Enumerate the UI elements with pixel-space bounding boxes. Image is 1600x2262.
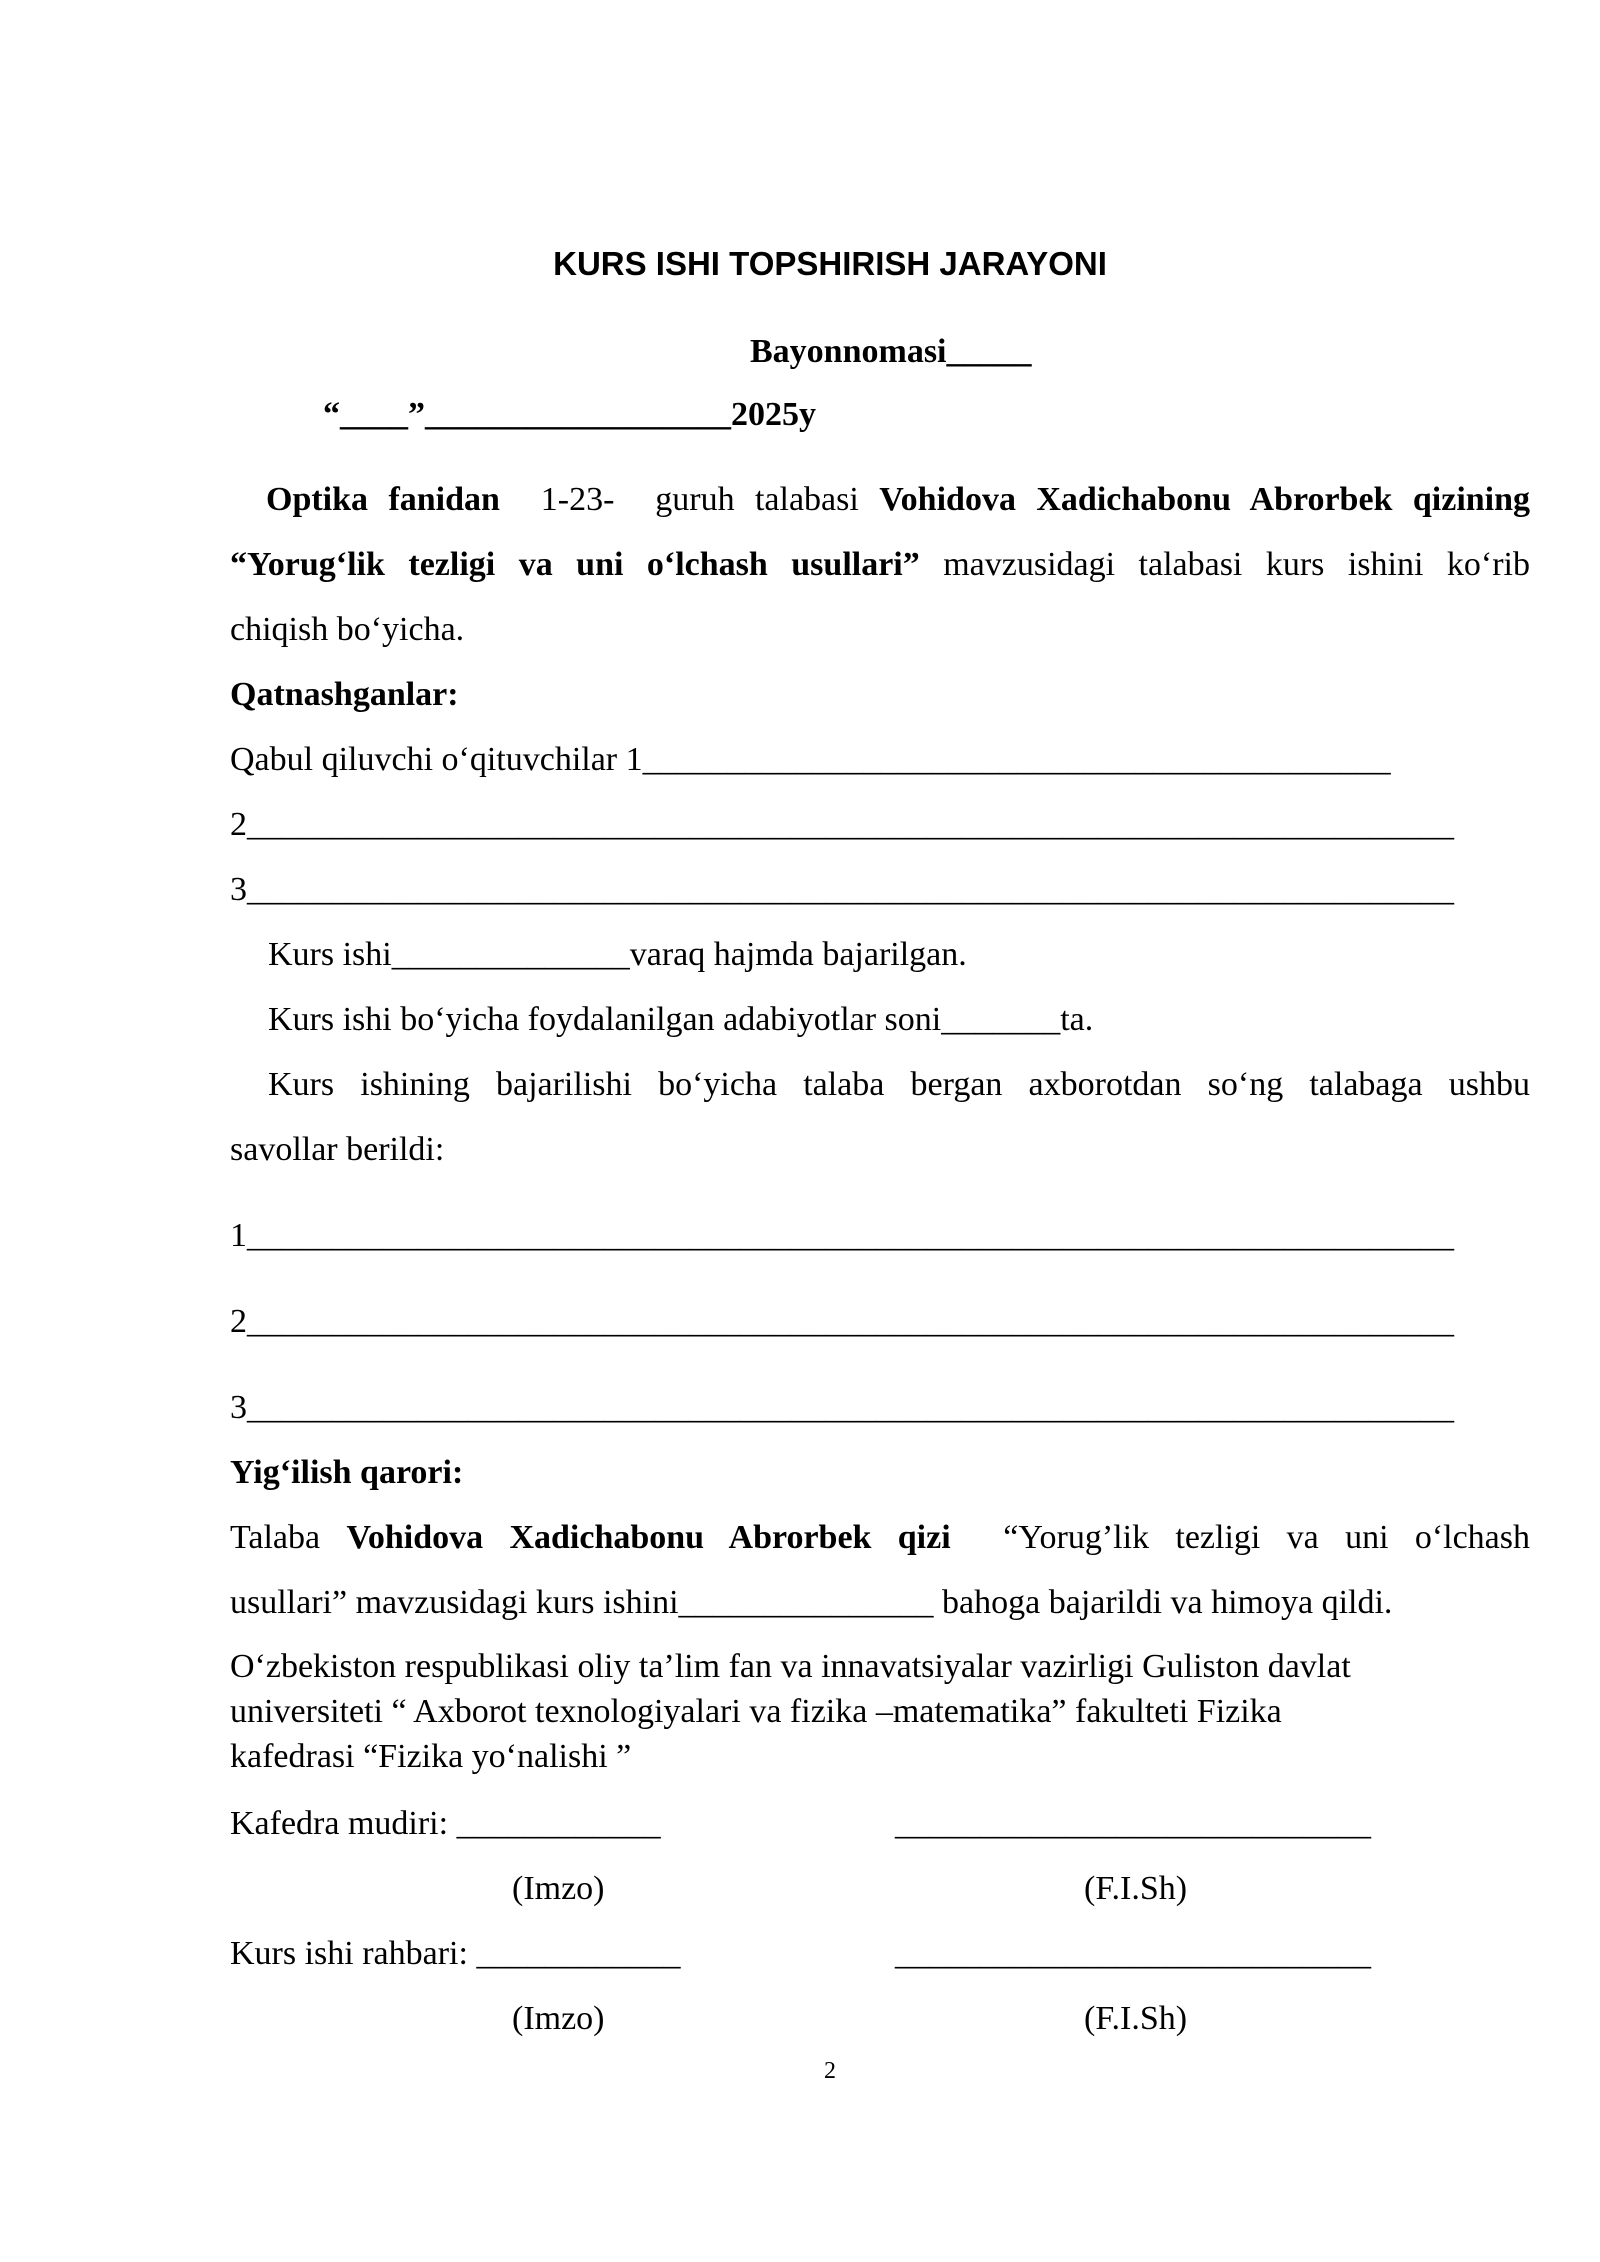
name-caption: (F.I.Sh) [1084, 1870, 1188, 1907]
volume-prefix: Kurs ishi [268, 936, 392, 973]
receivers-blank: ____________________________________________ [642, 741, 1391, 778]
page-number: 2 [824, 2058, 836, 2084]
question-blank: _______________________________________________________________________ [247, 1303, 1454, 1340]
question-number: 2 [230, 1303, 247, 1340]
head-name-blank: ____________________________ [895, 1805, 1371, 1842]
bayonnoma-blank: _____ [946, 333, 1032, 370]
questions-intro-line-1: Kurs ishining bajarilishi bo‘yicha talaba bergan axborotdan so‘ng talabaga ushbu [268, 1066, 1530, 1103]
subject-name: Optika fanidan [266, 481, 500, 518]
decision-heading: Yig‘ilish qarori: [230, 1454, 464, 1491]
bayonnoma-line [750, 330, 1350, 374]
receiver-3-blank: _______________________________________________________________________ [247, 871, 1454, 908]
volume-line [268, 933, 1568, 977]
date-day-blank: ____ [340, 396, 408, 433]
question-number: 3 [230, 1389, 247, 1426]
signature-blank: ____________ [476, 1935, 681, 1972]
topic-open-quote: “ [230, 546, 247, 583]
decision-line-1 [230, 1516, 1530, 1560]
institution-line-2: universiteti “ Axborot texnologiyalari va fizika –matematika” fakulteti Fizika [230, 1693, 1282, 1730]
decision-student-name: Vohidova Xadichabonu Abrorbek qizi [346, 1519, 951, 1556]
volume-suffix: varaq hajmda bajarilgan. [629, 936, 967, 973]
date-year: 2025y [731, 396, 816, 433]
literature-line [268, 998, 1568, 1042]
question-blank: _______________________________________________________________________ [247, 1217, 1454, 1254]
question-line-2 [230, 1300, 1530, 1344]
intro-rest: mavzusidagi talabasi kurs ishini ko‘rib [943, 546, 1530, 583]
topic-title: Yorug‘lik tezligi va uni o‘lchash usullari” [247, 546, 920, 583]
literature-blank: _______ [941, 1001, 1061, 1038]
institution-line-3: kafedrasi “Fizika yo‘nalishi ” [230, 1738, 632, 1775]
date-open-quote: “ [323, 396, 340, 433]
head-of-department-line [230, 1802, 930, 1846]
signature-caption: (Imzo) [512, 2000, 605, 2037]
question-line-1 [230, 1214, 1530, 1258]
name-caption: (F.I.Sh) [1084, 2000, 1188, 2037]
intro-line-2 [230, 543, 1530, 587]
signature-caption: (Imzo) [512, 1870, 605, 1907]
literature-suffix: ta. [1060, 1001, 1094, 1038]
date-month-blank: __________________ [425, 396, 731, 433]
bayonnoma-label: Bayonnomasi [750, 333, 947, 370]
questions-intro-line-2: savollar berildi: [230, 1131, 445, 1168]
intro-line-3: chiqish bo‘yicha. [230, 611, 465, 648]
decision-suffix: bahoga bajarildi va himoya qildi. [942, 1584, 1393, 1621]
group-text: guruh talabasi [655, 481, 859, 518]
document-title: KURS ISHI TOPSHIRISH JARAYONI [553, 245, 1107, 282]
signature-role: Kurs ishi rahbari: [230, 1935, 468, 1972]
supervisor-name-blank: ____________________________ [895, 1935, 1371, 1972]
receivers-label: Qabul qiluvchi o‘qituvchilar 1 [230, 741, 643, 778]
question-line-3 [230, 1386, 1530, 1430]
receiver-3-number: 3 [230, 871, 247, 908]
signature-blank: ____________ [456, 1805, 661, 1842]
signature-role: Kafedra mudiri: [230, 1805, 449, 1842]
question-number: 1 [230, 1217, 247, 1254]
institution-line-1: O‘zbekiston respublikasi oliy ta’lim fan va innavatsiyalar vazirligi Guliston davlat [230, 1648, 1351, 1685]
decision-topic: “Yorug’lik tezligi va uni o‘lchash [1003, 1519, 1531, 1556]
student-name: Vohidova Xadichabonu Abrorbek qizining [879, 481, 1531, 518]
grade-blank: _______________ [678, 1584, 934, 1621]
group-number: 1-23- [540, 481, 615, 518]
date-line [323, 393, 1023, 437]
receiver-3-line [230, 868, 1530, 912]
date-close-quote: ” [408, 396, 425, 433]
receiver-2-number: 2 [230, 806, 247, 843]
receiver-2-blank: _______________________________________________________________________ [247, 806, 1454, 843]
decision-line-2 [230, 1581, 1530, 1625]
receivers-line [230, 738, 1530, 782]
question-blank: _______________________________________________________________________ [247, 1389, 1454, 1426]
decision-prefix: usullari” mavzusidagi kurs ishini [230, 1584, 679, 1621]
participants-heading: Qatnashganlar: [230, 676, 459, 713]
receiver-2-line [230, 803, 1530, 847]
volume-blank: ______________ [391, 936, 630, 973]
decision-talaba: Talaba [230, 1519, 321, 1556]
supervisor-line [230, 1932, 930, 1976]
literature-prefix: Kurs ishi bo‘yicha foydalanilgan adabiyotlar soni [268, 1001, 942, 1038]
intro-line-1 [230, 478, 1530, 522]
